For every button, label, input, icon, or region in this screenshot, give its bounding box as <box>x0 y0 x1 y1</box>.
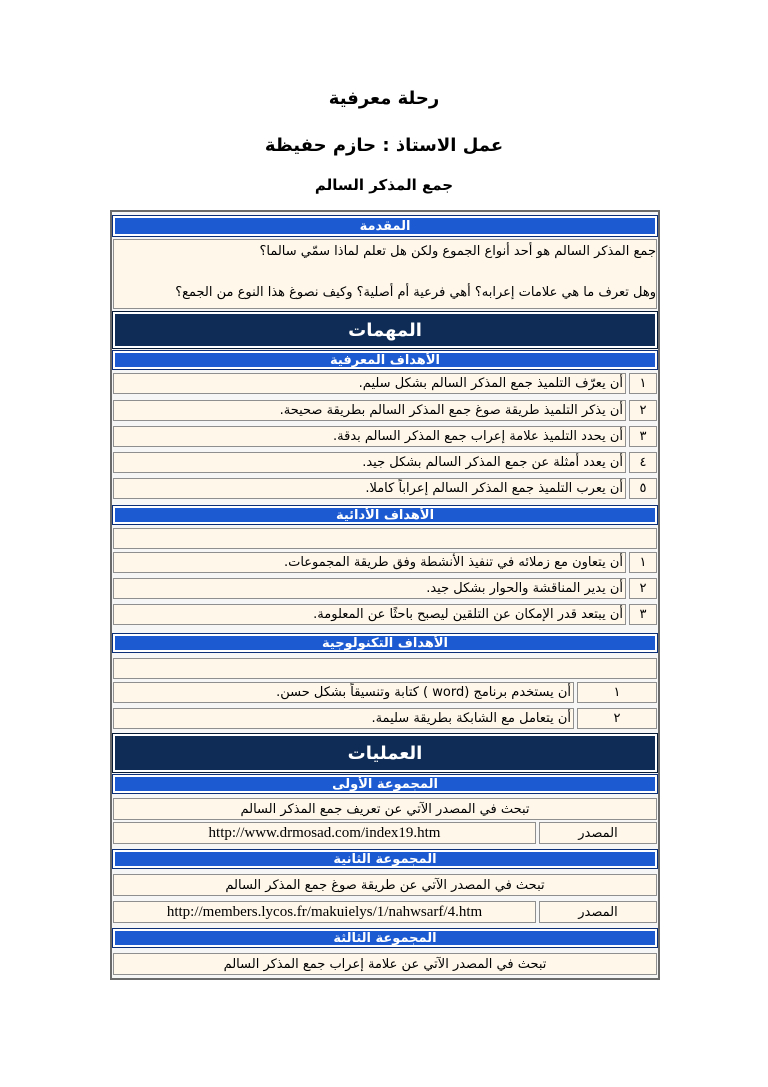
intro-heading: المقدمة <box>113 216 657 236</box>
goal-number: ٣ <box>629 426 657 447</box>
group-1-source-row <box>113 822 657 844</box>
performance-goal-row <box>113 604 657 625</box>
group-1-task: تبحث في المصدر الآتي عن تعريف جمع المذكر السالم <box>113 798 657 820</box>
cognitive-goal-row <box>113 452 657 473</box>
goal-text: أن يستخدم برنامج (word ) كتابة وتنسيقاً بشكل حسن. <box>113 682 574 703</box>
group-2-task: تبحث في المصدر الآتي عن طريقة صوغ جمع المذكر السالم <box>113 874 657 896</box>
cognitive-goal-row <box>113 400 657 421</box>
source-link[interactable]: http://members.lycos.fr/makuielys/1/nahwsarf/4.htm <box>113 901 536 923</box>
cognitive-goals-heading: الأهداف المعرفية <box>113 351 657 369</box>
performance-goal-row <box>113 578 657 599</box>
goal-number: ٥ <box>629 478 657 499</box>
intro-text-cell <box>113 239 657 309</box>
lesson-topic: جمع المذكر السالم <box>314 176 454 194</box>
group-1-heading: المجموعة الأولى <box>113 775 657 793</box>
intro-line-2: وهل تعرف ما هي علامات إعرابه؟ أهي فرعية أم أصلية؟ وكيف نصوغ هذا النوع من الجمع؟ <box>175 285 656 300</box>
goal-text: أن يعرّف التلميذ جمع المذكر السالم بشكل سليم. <box>113 373 626 394</box>
cognitive-goal-row <box>113 426 657 447</box>
author-line: عمل الاستاذ : حازم حفيظة <box>264 135 504 156</box>
webquest-table <box>110 210 660 980</box>
page-title: رحلة معرفية <box>328 88 440 109</box>
goal-text: أن يحدد التلميذ علامة إعراب جمع المذكر السالم بدقة. <box>113 426 626 447</box>
group-2-source-row <box>113 901 657 923</box>
goal-text: أن يعرب التلميذ جمع المذكر السالم إعراباً كاملا. <box>113 478 626 499</box>
tech-goal-row <box>113 682 657 703</box>
source-label: المصدر <box>539 901 657 923</box>
goal-number: ٢ <box>629 400 657 421</box>
source-link[interactable]: http://www.drmosad.com/index19.htm <box>113 822 536 844</box>
goal-number: ١ <box>629 373 657 394</box>
cognitive-goal-row <box>113 478 657 499</box>
tech-goals-heading: الأهداف التكنولوجية <box>113 634 657 652</box>
group-2-heading: المجموعة الثانية <box>113 850 657 868</box>
tech-goal-row <box>113 708 657 729</box>
tasks-heading: المهمات <box>113 312 657 348</box>
goal-text: أن يعدد أمثلة عن جمع المذكر السالم بشكل جيد. <box>113 452 626 473</box>
performance-goal-row <box>113 552 657 573</box>
group-3-task: تبحث في المصدر الآتي عن علامة إعراب جمع المذكر السالم <box>113 953 657 975</box>
goal-number: ١ <box>577 682 657 703</box>
performance-goals-heading: الأهداف الأدائية <box>113 506 657 524</box>
cognitive-goal-row <box>113 373 657 394</box>
process-heading: العمليات <box>113 734 657 772</box>
empty-row <box>113 528 657 549</box>
goal-number: ٤ <box>629 452 657 473</box>
goal-number: ٢ <box>629 578 657 599</box>
goal-text: أن يبتعد قدر الإمكان عن التلقين ليصبح باحثًا عن المعلومة. <box>113 604 626 625</box>
source-label: المصدر <box>539 822 657 844</box>
goal-text: أن يتعاون مع زملائه في تنفيذ الأنشطة وفق طريقة المجموعات. <box>113 552 626 573</box>
goal-text: أن يدير المناقشة والحوار بشكل جيد. <box>113 578 626 599</box>
intro-line-1: جمع المذكر السالم هو أحد أنواع الجموع ولكن هل تعلم لماذا سمّي سالما؟ <box>259 244 656 259</box>
goal-text: أن يذكر التلميذ طريقة صوغ جمع المذكر السالم بطريقة صحيحة. <box>113 400 626 421</box>
goal-number: ٣ <box>629 604 657 625</box>
goal-number: ٢ <box>577 708 657 729</box>
group-3-heading: المجموعة الثالثة <box>113 929 657 947</box>
goal-text: أن يتعامل مع الشابكة بطريقة سليمة. <box>113 708 574 729</box>
empty-row <box>113 658 657 679</box>
goal-number: ١ <box>629 552 657 573</box>
